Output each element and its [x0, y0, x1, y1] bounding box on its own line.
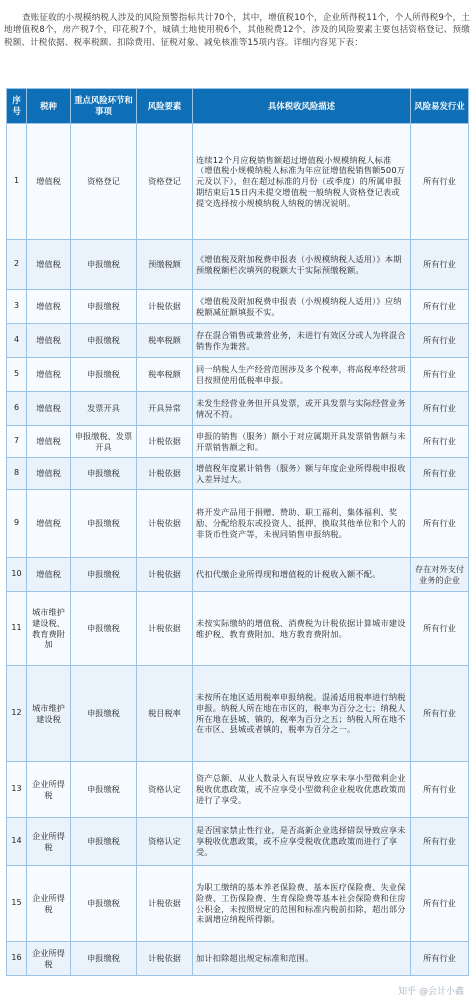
cell-index: 4 [7, 324, 27, 358]
cell-risk-stage: 申报缴税 [71, 818, 137, 866]
cell-industry: 所有行业 [411, 762, 469, 818]
table-row [7, 426, 469, 458]
cell-risk-description: 代扣代缴企业所得现和增值税的计税收入额不配。 [193, 558, 411, 592]
cell-risk-stage: 申报缴税 [71, 490, 137, 558]
table-row [7, 290, 469, 324]
header-industry: 风险易发行业 [411, 89, 469, 124]
cell-industry: 所有行业 [411, 866, 469, 942]
cell-risk-description: 《增值税及附加税费申报表（小规模纳税人适用）》本期预缴税额栏次填列的税额大于实际预缴税额。 [193, 240, 411, 290]
cell-risk-stage: 申报缴税 [71, 592, 137, 666]
cell-risk-factor: 计税依据 [137, 458, 193, 490]
table-row [7, 490, 469, 558]
table-row [7, 818, 469, 866]
cell-tax-type: 增值税 [27, 290, 71, 324]
cell-risk-stage: 资格登记 [71, 124, 137, 240]
cell-tax-type: 增值税 [27, 392, 71, 426]
cell-index: 6 [7, 392, 27, 426]
cell-risk-stage: 申报缴税 [71, 942, 137, 976]
cell-tax-type: 企业所得税 [27, 818, 71, 866]
cell-industry: 所有行业 [411, 426, 469, 458]
cell-risk-description: 将开发产品用于捐赠、赞助、职工福利、集体福利、奖励、分配给股东或投资人、抵押、换取其他单位和个人的非货币性资产等，未视同销售申报纳税。 [193, 490, 411, 558]
cell-index: 1 [7, 124, 27, 240]
cell-risk-factor: 预缴税额 [137, 240, 193, 290]
table-body [7, 124, 469, 976]
cell-risk-factor: 税率税额 [137, 358, 193, 392]
table-row [7, 558, 469, 592]
cell-risk-factor: 计税依据 [137, 490, 193, 558]
cell-tax-type: 企业所得税 [27, 866, 71, 942]
cell-risk-description: 同一纳税人生产经营范围涉及多个税率，将高税率经营项目按照使用低税率申报。 [193, 358, 411, 392]
cell-industry: 所有行业 [411, 666, 469, 762]
cell-risk-description: 资产总额、从业人数录入有误导致应享未享小型微利企业税收优惠政策，或不应享受小型微利企业税收优惠政策而进行了享受。 [193, 762, 411, 818]
cell-risk-factor: 开具异常 [137, 392, 193, 426]
cell-risk-stage: 申报缴税 [71, 762, 137, 818]
cell-industry: 所有行业 [411, 324, 469, 358]
cell-risk-stage: 申报缴税 [71, 290, 137, 324]
cell-risk-factor: 计税依据 [137, 942, 193, 976]
cell-risk-stage: 申报缴税 [71, 666, 137, 762]
cell-risk-stage: 发票开具 [71, 392, 137, 426]
cell-tax-type: 增值税 [27, 124, 71, 240]
cell-tax-type: 增值税 [27, 426, 71, 458]
cell-risk-description: 加计扣除超出规定标准和范围。 [193, 942, 411, 976]
cell-risk-stage: 申报缴税、发票开具 [71, 426, 137, 458]
cell-tax-type: 企业所得税 [27, 942, 71, 976]
header-index: 序号 [7, 89, 27, 124]
cell-risk-description: 未按所在地区适用税率申报纳税。混淆适用税率进行纳税申报。纳税人所在地在市区的，税率为百分之七；纳税人所在地在县城、镇的，税率为百分之五；纳税人所在地不在市区、县城或者镇的，税率为百分之一。 [193, 666, 411, 762]
cell-index: 5 [7, 358, 27, 392]
cell-industry: 所有行业 [411, 290, 469, 324]
cell-risk-stage: 申报缴税 [71, 358, 137, 392]
header-risk-description: 具体税收风险描述 [193, 89, 411, 124]
cell-index: 14 [7, 818, 27, 866]
cell-risk-description: 为职工缴纳的基本养老保险费、基本医疗保险费、失业保险费、工伤保险费、生育保险费等基本社会保险费和住房公积金，未按照规定的范围和标准内税前扣除，超出部分未调增应纳税所得额。 [193, 866, 411, 942]
cell-tax-type: 企业所得税 [27, 762, 71, 818]
cell-industry: 所有行业 [411, 490, 469, 558]
cell-risk-description: 《增值税及附加税费申报表（小规模纳税人适用）》应纳税额减征额填报不实。 [193, 290, 411, 324]
cell-risk-stage: 申报缴税 [71, 458, 137, 490]
cell-industry: 所有行业 [411, 392, 469, 426]
cell-risk-description: 增值税年度累计销售（服务）额与年度企业所得税申报收入差异过大。 [193, 458, 411, 490]
cell-index: 10 [7, 558, 27, 592]
table-row [7, 392, 469, 426]
table-header-row [7, 89, 469, 124]
cell-industry: 所有行业 [411, 942, 469, 976]
watermark: 知乎 @会计小鑫 [398, 987, 464, 997]
cell-index: 15 [7, 866, 27, 942]
cell-tax-type: 增值税 [27, 490, 71, 558]
cell-index: 3 [7, 290, 27, 324]
table-row [7, 124, 469, 240]
cell-risk-stage: 申报缴税 [71, 240, 137, 290]
cell-tax-type: 增值税 [27, 458, 71, 490]
cell-risk-stage: 申报缴税 [71, 866, 137, 942]
intro-paragraph: 查账征收的小规模纳税人涉及的风险预警指标共计70个，其中，增值税10个，企业所得税11个，个人所得税9个，土地增值税8个，房产税7个，印花税7个，城镇土地使用税6个，其他税费12个，涉及的风险要素主要包括资格登记、预缴税额、计税依据、税率税额、扣除费用、征税对象、减免核准等15项内容。详细内容见下表： [4, 13, 470, 48]
cell-risk-factor: 计税依据 [137, 592, 193, 666]
table-row [7, 358, 469, 392]
cell-risk-stage: 申报缴税 [71, 324, 137, 358]
header-risk-stage: 重点风险环节和事项 [71, 89, 137, 124]
table-row [7, 324, 469, 358]
cell-risk-factor: 税率税额 [137, 324, 193, 358]
cell-risk-description: 存在混合销售或兼营业务，未进行有效区分或人为将混合销售作为兼营。 [193, 324, 411, 358]
cell-industry: 所有行业 [411, 358, 469, 392]
table-row [7, 762, 469, 818]
cell-risk-factor: 资格登记 [137, 124, 193, 240]
cell-tax-type: 增值税 [27, 240, 71, 290]
cell-index: 7 [7, 426, 27, 458]
cell-index: 16 [7, 942, 27, 976]
cell-index: 13 [7, 762, 27, 818]
cell-risk-factor: 计税依据 [137, 290, 193, 324]
cell-industry: 所有行业 [411, 124, 469, 240]
risk-indicator-table [6, 88, 469, 976]
table-row [7, 592, 469, 666]
cell-industry: 所有行业 [411, 592, 469, 666]
cell-risk-factor: 资格认定 [137, 818, 193, 866]
table-row [7, 666, 469, 762]
cell-risk-factor: 资格认定 [137, 762, 193, 818]
table-row [7, 942, 469, 976]
cell-industry: 存在对外支付业务的企业 [411, 558, 469, 592]
cell-risk-description: 是否国家禁止性行业，是否高新企业选择错误导致应享未享税收优惠政策，或不应享受税收优惠政策而进行了享受。 [193, 818, 411, 866]
cell-index: 9 [7, 490, 27, 558]
cell-risk-factor: 计税依据 [137, 558, 193, 592]
cell-risk-description: 未按实际缴纳的增值税、消费税为计税依据计算城市建设维护税、教育费附加、地方教育费附加。 [193, 592, 411, 666]
header-tax-type: 税种 [27, 89, 71, 124]
cell-industry: 所有行业 [411, 818, 469, 866]
cell-index: 2 [7, 240, 27, 290]
table-row [7, 458, 469, 490]
cell-risk-factor: 计税依据 [137, 426, 193, 458]
cell-tax-type: 增值税 [27, 324, 71, 358]
cell-risk-factor: 计税依据 [137, 866, 193, 942]
cell-industry: 所有行业 [411, 458, 469, 490]
cell-index: 12 [7, 666, 27, 762]
cell-risk-description: 连续12个月应税销售额超过增值税小规模纳税人标准（增值税小规模纳税人标准为年应征增值税销售额500万元及以下），但在超过标准的月份（或季度）的所属申报期结束后15日内未提交增值税一般纳税人资格登记表或提交选择按小规模纳税人纳税的情况说明。 [193, 124, 411, 240]
cell-index: 8 [7, 458, 27, 490]
cell-tax-type: 增值税 [27, 358, 71, 392]
cell-risk-stage: 申报缴税 [71, 558, 137, 592]
cell-index: 11 [7, 592, 27, 666]
cell-risk-factor: 税目税率 [137, 666, 193, 762]
cell-risk-description: 未发生经营业务但开具发票，或开具发票与实际经营业务情况不符。 [193, 392, 411, 426]
cell-risk-description: 申报的销售（服务）额小于对应属期开具发票销售额与未开票销售额之和。 [193, 426, 411, 458]
cell-tax-type: 城市维护建设税、教育费附加 [27, 592, 71, 666]
cell-industry: 所有行业 [411, 240, 469, 290]
cell-tax-type: 增值税 [27, 558, 71, 592]
table-row [7, 866, 469, 942]
cell-tax-type: 城市维护建设税 [27, 666, 71, 762]
header-risk-factor: 风险要素 [137, 89, 193, 124]
table-row [7, 240, 469, 290]
